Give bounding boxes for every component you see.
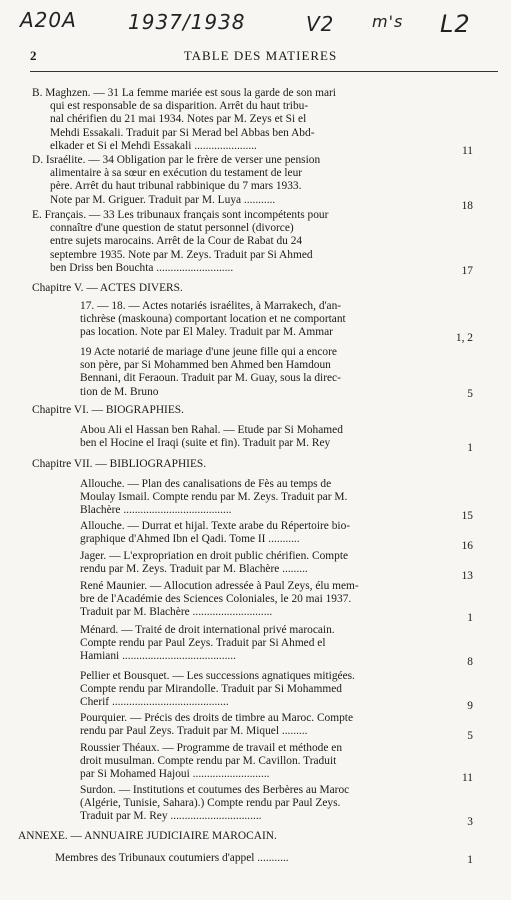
handwritten-mark: L2: [440, 10, 471, 38]
page-ref: 1, 2: [455, 332, 473, 344]
handwritten-code: A20A: [20, 8, 77, 32]
toc-line: Allouche. — Durrat et hijal. Texte arabe du Répertoire bio-: [80, 520, 351, 532]
toc-line: Abou Ali el Hassan ben Rahal. — Etude par Si Mohamed: [80, 424, 343, 436]
toc-line: (Algérie, Tunisie, Sahara).) Compte rendu par Paul Zeys.: [80, 797, 341, 810]
toc-line: tichrèse (maskouna) comportant location et ne comportant: [80, 313, 346, 326]
chapter-heading-v: Chapitre V. — ACTES DIVERS.: [32, 282, 183, 294]
page-ref: 9: [467, 700, 473, 712]
toc-line: René Maunier. — Allocution adressée à Paul Zeys, élu mem-: [80, 580, 359, 592]
page-ref: 15: [461, 510, 473, 522]
toc-line: 17. — 18. — Actes notariés israélites, à Marrakech, d'an-: [80, 300, 342, 312]
header-rule: [30, 71, 498, 72]
page-ref: 5: [467, 730, 473, 742]
toc-entry: [80, 670, 460, 710]
toc-line: par Si Mohamed Hajoui ...........................: [80, 768, 270, 781]
toc-line: E. Français. — 33 Les tribunaux français sont incompétents pour: [32, 209, 329, 221]
toc-line: Moulay Ismail. Compte rendu par M. Zeys. Traduit par M.: [80, 491, 348, 504]
toc-line: 19 Acte notarié de mariage d'une jeune fille qui a encore: [80, 346, 337, 358]
annex-heading: ANNEXE. — ANNUAIRE JUDICIAIRE MAROCAIN.: [18, 830, 277, 842]
toc-line: bre de l'Académie des Sciences Coloniales, le 20 mai 1937.: [80, 593, 352, 606]
handwritten-volume: V2: [306, 12, 335, 36]
handwritten-note: m's: [372, 12, 404, 31]
page-ref: 17: [461, 265, 473, 277]
page-ref: 8: [467, 656, 473, 668]
toc-line: son père, par Si Mohammed ben Ahmed ben Hamdoun: [80, 359, 331, 372]
toc-entry: [80, 346, 460, 399]
toc-line: rendu par Paul Zeys. Traduit par M. Miquel .........: [80, 725, 308, 738]
toc-line: Mehdi Essakali. Traduit par Si Merad bel Abbas ben Abd-: [50, 126, 315, 139]
toc-line: ben Driss ben Bouchta ...........................: [50, 261, 234, 274]
page-ref: 3: [467, 816, 473, 828]
toc-line: graphique d'Ahmed Ibn el Qadi. Tome II ...........: [80, 533, 300, 546]
toc-line: Allouche. — Plan des canalisations de Fès au temps de: [80, 478, 332, 490]
toc-line: Membres des Tribunaux coutumiers d'appel ...........: [55, 852, 289, 864]
handwritten-years: 1937/1938: [128, 10, 246, 34]
toc-line: Pellier et Bousquet. — Les successions agnatiques mitigées.: [80, 670, 355, 682]
toc-line: Cherif .........................................: [80, 696, 229, 709]
page-ref: 11: [462, 145, 473, 157]
toc-line: elkader et Si el Mehdi Essakali ......................: [50, 139, 257, 152]
toc-line: entre sujets marocains. Arrêt de la Cour de Rabat du 24: [50, 235, 303, 248]
toc-line: Bennani, dit Feraoun. Traduit par M. Guay, sous la direc-: [80, 372, 341, 385]
toc-entry: [32, 154, 452, 207]
toc-line: Blachère ......................................: [80, 504, 232, 517]
toc-line: Compte rendu par Paul Zeys. Traduit par Si Ahmed el: [80, 637, 326, 650]
toc-line: D. Israélite. — 34 Obligation par le frère de verser une pension: [32, 154, 321, 166]
toc-entry: [80, 550, 460, 576]
toc-line: ben el Hocine el Iraqi (suite et fin). Traduit par M. Rey: [80, 437, 331, 450]
toc-entry: [80, 520, 460, 546]
page-ref: 1: [467, 854, 473, 866]
toc-line: nal chérifien du 21 mai 1934. Notes par M. Zeys et Si el: [50, 113, 307, 126]
page-ref: 11: [462, 772, 473, 784]
toc-line: Ménard. — Traité de droit international privé marocain.: [80, 624, 335, 636]
page-ref: 1: [467, 612, 473, 624]
running-title: TABLE DES MATIERES: [183, 48, 338, 63]
toc-line: alimentaire à sa sœur en exécution du testament de leur: [50, 167, 303, 180]
toc-line: Surdon. — Institutions et coutumes des Berbères au Maroc: [80, 784, 350, 796]
page-ref: 1: [467, 442, 473, 454]
toc-entry: [80, 784, 460, 824]
page-ref: 16: [461, 540, 473, 552]
toc-line: septembre 1935. Note par M. Zeys. Traduit par Si Ahmed: [50, 248, 313, 261]
toc-line: qui est responsable de sa disparition. Arrêt du haut tribu-: [50, 100, 309, 113]
page-number: 2: [30, 48, 37, 63]
handwritten-annotations: [0, 8, 511, 42]
toc-entry: [55, 852, 455, 865]
chapter-heading-vi: Chapitre VI. — BIOGRAPHIES.: [32, 404, 184, 416]
toc-line: connaître d'une question de statut personnel (divorce): [50, 222, 294, 235]
page-ref: 13: [461, 570, 473, 582]
toc-line: Compte rendu par Mirandolle. Traduit par Si Mohammed: [80, 683, 342, 696]
toc-entry: [80, 424, 460, 450]
toc-entry: [80, 300, 460, 340]
toc-line: tion de M. Bruno: [80, 385, 159, 398]
toc-line: rendu par M. Zeys. Traduit par M. Blachère .........: [80, 563, 308, 576]
toc-line: Hamiani ........................................: [80, 650, 236, 663]
toc-line: droit musulman. Compte rendu par M. Cavillon. Traduit: [80, 755, 337, 768]
chapter-heading-vii: Chapitre VII. — BIBLIOGRAPHIES.: [32, 458, 207, 470]
toc-line: B. Maghzen. — 31 La femme mariée est sous la garde de son mari: [32, 87, 336, 99]
toc-entry: [80, 624, 460, 664]
toc-line: Traduit par M. Blachère ............................: [80, 606, 273, 619]
toc-line: Traduit par M. Rey ................................: [80, 810, 262, 823]
toc-line: pas location. Note par El Maley. Traduit par M. Ammar: [80, 326, 333, 339]
toc-line: Pourquier. — Précis des droits de timbre au Maroc. Compte: [80, 712, 354, 724]
toc-entry: [32, 87, 452, 153]
toc-entry: [80, 712, 460, 738]
toc-entry: [80, 478, 460, 518]
toc-line: Note par M. Griguer. Traduit par M. Luya ...........: [50, 193, 276, 206]
page-header: [30, 48, 491, 70]
toc-line: Roussier Théaux. — Programme de travail et méthode en: [80, 742, 343, 754]
toc-entry: [80, 580, 460, 620]
toc-entry: [32, 209, 452, 275]
page-ref: 18: [461, 200, 473, 212]
toc-line: père. Arrêt du haut tribunal rabbinique du 7 mars 1933.: [50, 180, 302, 193]
toc-line: Jager. — L'expropriation en droit public chérifien. Compte: [80, 550, 349, 562]
page-ref: 5: [467, 388, 473, 400]
toc-entry: [80, 742, 460, 782]
